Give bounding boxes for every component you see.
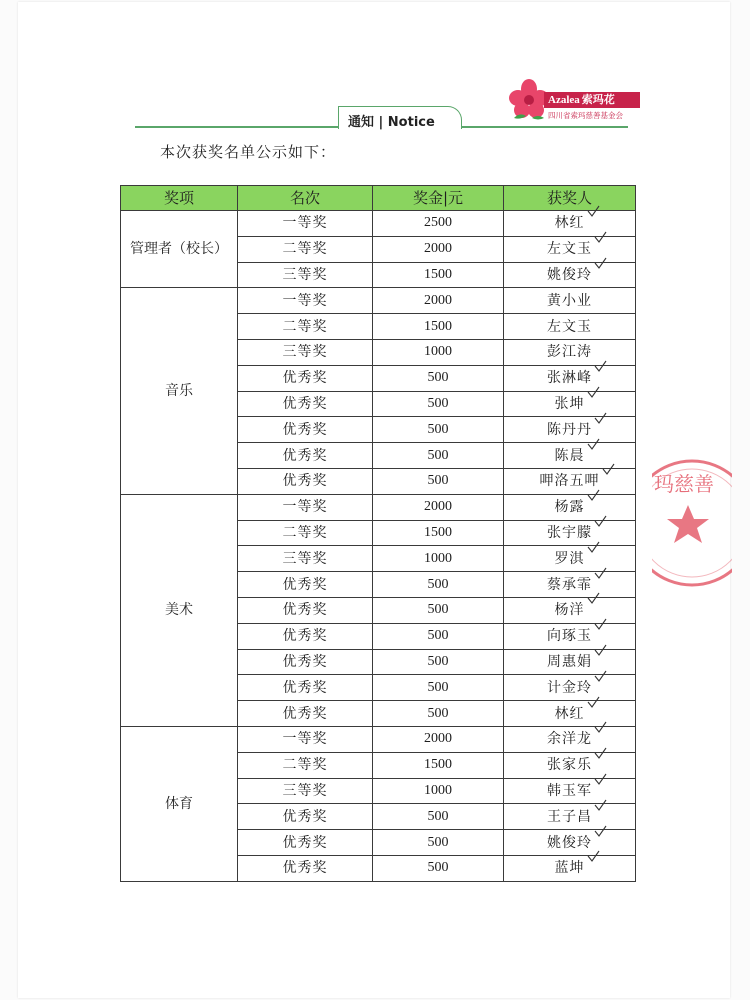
winner-name: 陈晨	[554, 447, 585, 464]
table-row	[121, 288, 636, 314]
amount-cell: 1000	[373, 339, 504, 365]
winner-name: 林红	[554, 705, 585, 722]
winner-name: 计金玲	[547, 679, 592, 696]
amount-cell: 2000	[373, 726, 504, 752]
winner-name-wrap	[555, 392, 585, 416]
table-header-row	[121, 186, 636, 211]
check-mark-icon	[594, 412, 607, 424]
winner-name-wrap	[547, 779, 592, 803]
category-cell: 体育	[121, 726, 238, 881]
winner-name-wrap	[547, 340, 592, 364]
stamp-text: 玛慈善	[654, 472, 714, 496]
category-cell: 管理者（校长）	[121, 211, 238, 288]
table-row	[121, 726, 636, 752]
prize-cell: 优秀奖	[238, 468, 373, 494]
winner-cell	[504, 726, 636, 752]
check-mark-icon	[594, 799, 607, 811]
amount-cell: 1500	[373, 752, 504, 778]
amount-cell: 500	[373, 597, 504, 623]
winner-cell	[504, 211, 636, 237]
check-mark-icon	[594, 721, 607, 733]
amount-cell: 500	[373, 572, 504, 598]
prize-cell: 二等奖	[238, 520, 373, 546]
winner-name: 姚俊玲	[547, 834, 592, 851]
winner-cell	[504, 391, 636, 417]
prize-cell: 三等奖	[238, 546, 373, 572]
prize-cell: 优秀奖	[238, 391, 373, 417]
intro-text: 本次获奖名单公示如下：	[160, 143, 337, 161]
check-mark-icon	[587, 438, 600, 450]
prize-cell: 一等奖	[238, 211, 373, 237]
prize-cell: 一等奖	[238, 494, 373, 520]
amount-cell: 500	[373, 468, 504, 494]
winner-cell	[504, 830, 636, 856]
winner-name-wrap	[547, 650, 592, 674]
winner-name: 周惠娟	[547, 653, 592, 670]
prize-cell: 优秀奖	[238, 572, 373, 598]
check-mark-icon	[587, 386, 600, 398]
winner-name: 彭江涛	[547, 344, 592, 361]
winner-name-wrap	[547, 753, 592, 777]
column-header-winner: 获奖人	[504, 186, 636, 211]
winner-cell	[504, 339, 636, 365]
winner-name: 林红	[554, 215, 585, 232]
prize-cell: 优秀奖	[238, 443, 373, 469]
prize-cell: 三等奖	[238, 262, 373, 288]
check-mark-icon	[594, 360, 607, 372]
winner-name-wrap	[555, 702, 585, 726]
check-mark-icon	[594, 618, 607, 630]
logo-name	[544, 92, 640, 108]
amount-cell: 2000	[373, 236, 504, 262]
amount-cell: 2000	[373, 494, 504, 520]
prize-cell: 优秀奖	[238, 701, 373, 727]
winner-name-wrap	[555, 856, 585, 880]
amount-cell: 500	[373, 675, 504, 701]
winner-cell	[504, 314, 636, 340]
winner-cell	[504, 649, 636, 675]
notice-title: 通知 | Notice	[348, 115, 435, 130]
amount-cell: 500	[373, 443, 504, 469]
check-mark-icon	[594, 567, 607, 579]
check-mark-icon	[587, 541, 600, 553]
winner-name: 余洋龙	[547, 731, 592, 748]
winner-cell	[504, 778, 636, 804]
check-mark-icon	[602, 463, 615, 475]
winner-name-wrap	[547, 573, 592, 597]
foundation-logo	[506, 78, 636, 126]
amount-cell: 2500	[373, 211, 504, 237]
check-mark-icon	[594, 231, 607, 243]
check-mark-icon	[594, 825, 607, 837]
winner-cell	[504, 468, 636, 494]
winner-name-wrap	[547, 237, 592, 261]
column-header-category: 奖项	[121, 186, 238, 211]
amount-cell: 500	[373, 391, 504, 417]
amount-cell: 1500	[373, 520, 504, 546]
table-row	[121, 494, 636, 520]
check-mark-icon	[594, 670, 607, 682]
winner-name: 张淋峰	[547, 370, 592, 387]
winner-cell	[504, 443, 636, 469]
check-mark-icon	[587, 850, 600, 862]
winner-name: 蔡承霏	[547, 576, 592, 593]
amount-cell: 500	[373, 649, 504, 675]
amount-cell: 500	[373, 417, 504, 443]
winner-name-wrap	[555, 495, 585, 519]
winner-name-wrap	[547, 805, 592, 829]
prize-cell: 一等奖	[238, 726, 373, 752]
table-row	[121, 211, 636, 237]
check-mark-icon	[594, 773, 607, 785]
prize-cell: 优秀奖	[238, 597, 373, 623]
winner-name-wrap	[547, 289, 592, 313]
prize-cell: 三等奖	[238, 778, 373, 804]
prize-cell: 二等奖	[238, 752, 373, 778]
logo-name-cn: 索玛花	[581, 94, 615, 106]
winner-cell	[504, 417, 636, 443]
amount-cell: 500	[373, 804, 504, 830]
winner-cell	[504, 597, 636, 623]
amount-cell: 500	[373, 365, 504, 391]
check-mark-icon	[587, 592, 600, 604]
winner-cell	[504, 546, 636, 572]
winner-name: 呷洛五呷	[539, 473, 600, 490]
prize-cell: 一等奖	[238, 288, 373, 314]
foundation-seal-stamp	[652, 455, 732, 595]
amount-cell: 500	[373, 701, 504, 727]
prize-cell: 三等奖	[238, 339, 373, 365]
winner-name-wrap	[547, 315, 592, 339]
check-mark-icon	[594, 515, 607, 527]
prize-cell: 优秀奖	[238, 623, 373, 649]
winner-name-wrap	[547, 521, 592, 545]
check-mark-icon	[594, 644, 607, 656]
logo-subtitle: 四川省索玛慈善基金会	[548, 111, 623, 120]
winner-name-wrap	[547, 727, 592, 751]
winner-name: 张宇朦	[547, 524, 592, 541]
winner-name-wrap	[547, 624, 592, 648]
winner-name: 蓝坤	[554, 860, 585, 877]
amount-cell: 500	[373, 855, 504, 881]
logo-name-en: Azalea	[548, 94, 580, 106]
winner-name-wrap	[547, 366, 592, 390]
winner-cell	[504, 752, 636, 778]
prize-cell: 优秀奖	[238, 804, 373, 830]
column-header-rank: 名次	[238, 186, 373, 211]
winner-name: 左文玉	[547, 318, 592, 335]
winner-cell	[504, 288, 636, 314]
winner-name-wrap	[555, 547, 585, 571]
prize-cell: 二等奖	[238, 236, 373, 262]
check-mark-icon	[594, 747, 607, 759]
winner-name-wrap	[555, 598, 585, 622]
winner-name: 王子昌	[547, 808, 592, 825]
winner-name: 张坤	[554, 395, 585, 412]
winner-name-wrap	[547, 831, 592, 855]
winner-name: 黄小业	[547, 292, 592, 309]
winner-name-wrap	[555, 211, 585, 235]
award-table-body	[121, 211, 636, 882]
award-table	[120, 185, 636, 882]
check-mark-icon	[594, 257, 607, 269]
winner-cell	[504, 236, 636, 262]
winner-cell	[504, 520, 636, 546]
amount-cell: 500	[373, 623, 504, 649]
amount-cell: 1500	[373, 314, 504, 340]
prize-cell: 优秀奖	[238, 855, 373, 881]
amount-cell: 500	[373, 830, 504, 856]
winner-name: 张家乐	[547, 757, 592, 774]
winner-cell	[504, 701, 636, 727]
prize-cell: 优秀奖	[238, 365, 373, 391]
prize-cell: 优秀奖	[238, 830, 373, 856]
prize-cell: 二等奖	[238, 314, 373, 340]
winner-name-wrap	[555, 444, 585, 468]
winner-cell	[504, 494, 636, 520]
winner-cell	[504, 675, 636, 701]
amount-cell: 1000	[373, 778, 504, 804]
winner-name: 姚俊玲	[547, 266, 592, 283]
winner-name-wrap	[547, 263, 592, 287]
prize-cell: 优秀奖	[238, 675, 373, 701]
winner-name: 陈丹丹	[547, 421, 592, 438]
winner-name: 左文玉	[547, 241, 592, 258]
winner-cell	[504, 855, 636, 881]
winner-cell	[504, 262, 636, 288]
winner-cell	[504, 623, 636, 649]
column-header-amount: 奖金|元	[373, 186, 504, 211]
check-mark-icon	[587, 205, 600, 217]
winner-cell	[504, 572, 636, 598]
check-mark-icon	[587, 489, 600, 501]
category-cell: 音乐	[121, 288, 238, 494]
winner-name: 杨露	[554, 499, 585, 516]
winner-name: 韩玉军	[547, 782, 592, 799]
category-cell: 美术	[121, 494, 238, 726]
winner-name: 杨洋	[554, 602, 585, 619]
check-mark-icon	[587, 696, 600, 708]
winner-cell	[504, 365, 636, 391]
amount-cell: 1500	[373, 262, 504, 288]
amount-cell: 2000	[373, 288, 504, 314]
winner-name: 向琢玉	[547, 628, 592, 645]
prize-cell: 优秀奖	[238, 417, 373, 443]
amount-cell: 1000	[373, 546, 504, 572]
winner-cell	[504, 804, 636, 830]
winner-name-wrap	[547, 418, 592, 442]
winner-name: 罗淇	[554, 550, 585, 567]
winner-name-wrap	[547, 676, 592, 700]
prize-cell: 优秀奖	[238, 649, 373, 675]
